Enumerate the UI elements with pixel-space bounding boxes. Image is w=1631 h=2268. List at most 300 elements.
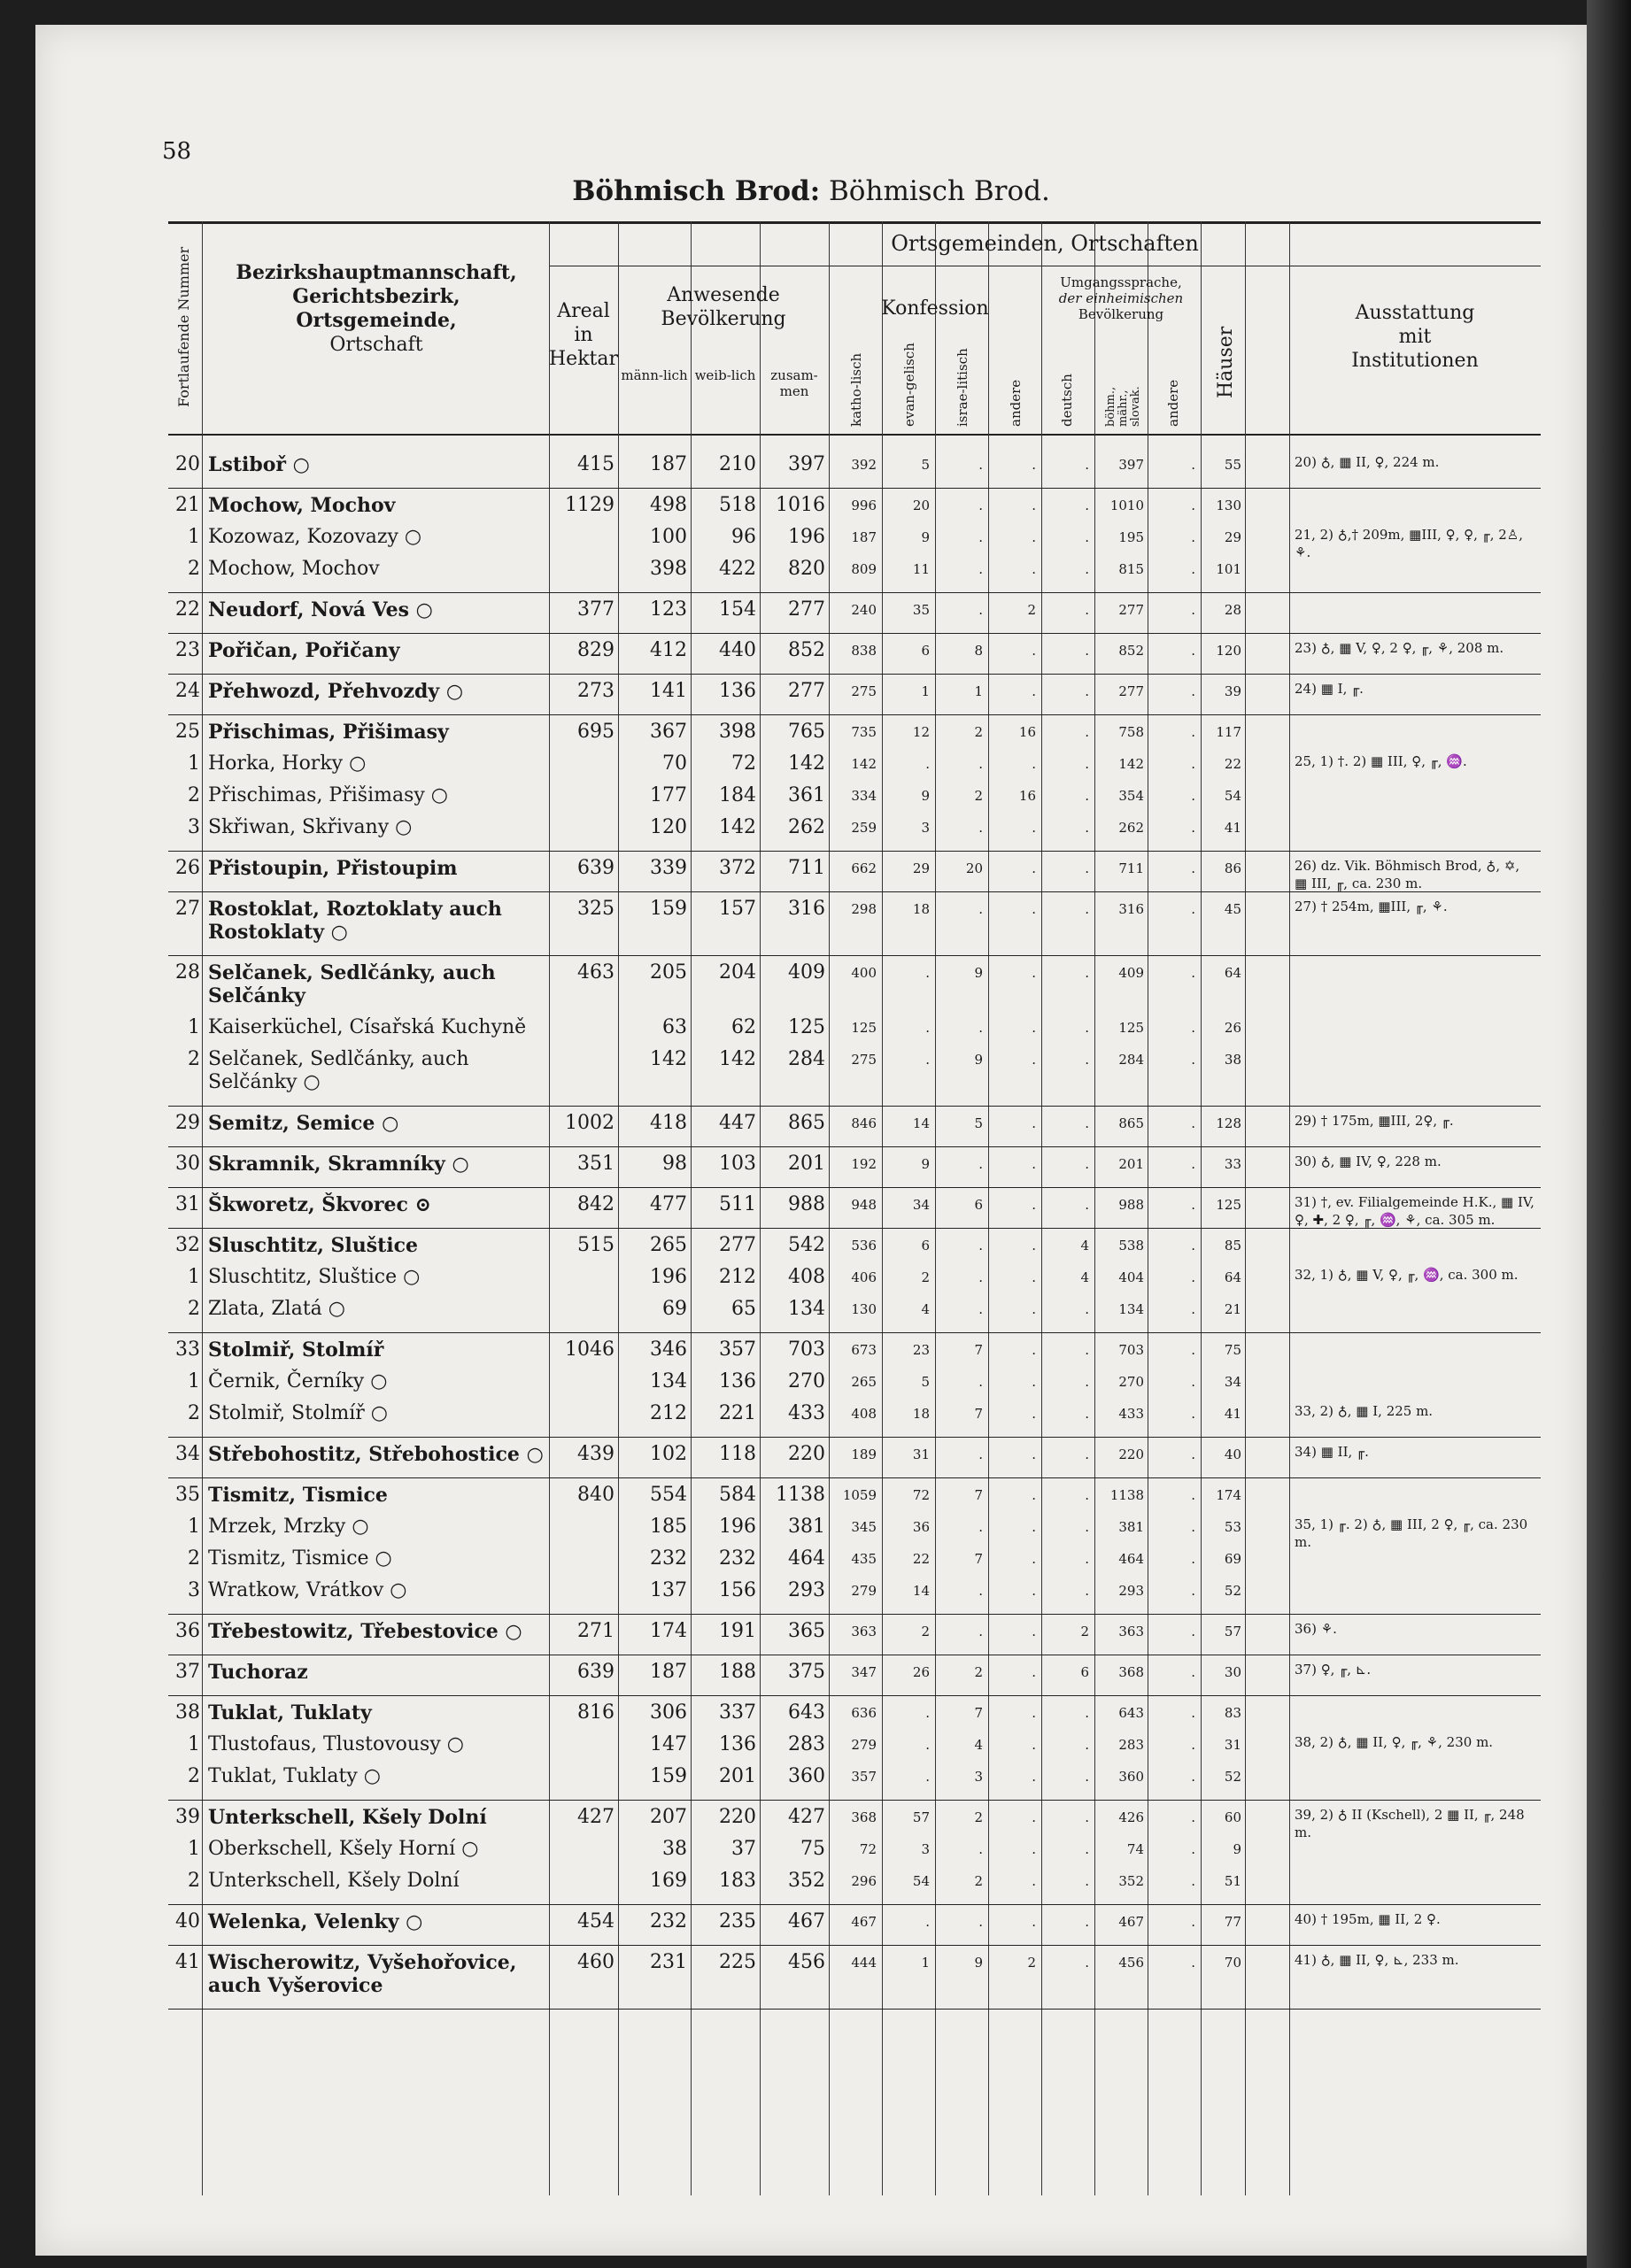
cell-name: Tuchoraz xyxy=(208,1661,308,1684)
cell-no: 37 xyxy=(175,1661,200,1683)
cell-boh: 220 xyxy=(1118,1446,1144,1462)
cell-w: 136 xyxy=(719,1733,756,1755)
cell-kat: 809 xyxy=(851,561,877,577)
cell-name: Tuklat, Tuklaty ○ xyxy=(208,1765,381,1787)
cell-institutions: 27) † 254m, ▦III, ╓, ⚘. xyxy=(1295,899,1448,914)
header-areal xyxy=(549,299,618,371)
cell-name: Mochow, Mochov xyxy=(208,494,396,517)
cell-hs: 52 xyxy=(1224,1583,1241,1599)
cell-and2: . xyxy=(1191,561,1195,577)
cell-and2: . xyxy=(1191,1406,1195,1422)
cell-m: 147 xyxy=(650,1733,687,1755)
header-bottom-rule xyxy=(168,434,1541,436)
cell-deu: . xyxy=(1085,529,1089,545)
page-title xyxy=(35,175,1587,207)
cell-deu: . xyxy=(1085,1873,1089,1889)
cell-and: . xyxy=(1032,1301,1036,1317)
cell-eva: . xyxy=(925,1737,930,1753)
cell-and2: . xyxy=(1191,498,1195,513)
cell-w: 357 xyxy=(719,1338,756,1361)
cell-deu: . xyxy=(1085,1769,1089,1785)
cell-w: 142 xyxy=(719,816,756,838)
cell-eva: 22 xyxy=(912,1551,930,1567)
cell-kat: 735 xyxy=(851,724,877,740)
cell-deu: . xyxy=(1085,683,1089,699)
cell-eva: . xyxy=(925,1052,930,1068)
cell-no: 31 xyxy=(175,1193,200,1215)
cell-hs: 54 xyxy=(1224,788,1241,804)
cell-isr: . xyxy=(978,561,983,577)
cell-and2: . xyxy=(1191,1737,1195,1753)
cell-eva: . xyxy=(925,1769,930,1785)
cell-eva: 6 xyxy=(921,643,930,659)
cell-z: 988 xyxy=(788,1193,825,1215)
cell-and2: . xyxy=(1191,1238,1195,1254)
cell-w: 157 xyxy=(719,898,756,920)
cell-and: . xyxy=(1032,1519,1036,1535)
table-row xyxy=(168,494,1541,522)
group-separator xyxy=(168,592,1541,593)
cell-name: Tismitz, Tismice xyxy=(208,1484,388,1507)
header-andere2: andere xyxy=(1165,379,1181,427)
cell-hs: 64 xyxy=(1224,1269,1241,1285)
cell-isr: 6 xyxy=(974,1197,983,1213)
cell-no: 28 xyxy=(175,961,200,984)
group-separator xyxy=(168,714,1541,715)
title-rest: Böhmisch Brod. xyxy=(829,175,1050,207)
cell-eva: 1 xyxy=(921,683,930,699)
cell-deu: . xyxy=(1085,1052,1089,1068)
cell-name: Selčanek, Sedlčánky, auch Selčánky xyxy=(208,961,496,1007)
cell-and: . xyxy=(1032,561,1036,577)
group-separator xyxy=(168,2009,1541,2010)
cell-w: 210 xyxy=(719,453,756,475)
cell-eva: 5 xyxy=(921,1374,930,1390)
header-name-line: Ortschaft xyxy=(329,334,423,356)
cell-kat: 996 xyxy=(851,498,877,513)
header-isr: israe-litisch xyxy=(955,348,970,427)
cell-boh: 354 xyxy=(1118,788,1144,804)
cell-boh: 815 xyxy=(1118,561,1144,577)
cell-eva: 14 xyxy=(912,1583,930,1599)
cell-m: 70 xyxy=(662,752,687,775)
cell-eva: 6 xyxy=(921,1238,930,1254)
cell-isr: 8 xyxy=(974,643,983,659)
group-separator xyxy=(168,1187,1541,1188)
cell-isr: 7 xyxy=(974,1406,983,1422)
cell-deu: . xyxy=(1085,1809,1089,1825)
cell-and2: . xyxy=(1191,1156,1195,1172)
cell-areal: 842 xyxy=(577,1193,615,1215)
cell-name: Unterkschell, Kšely Dolní xyxy=(208,1806,487,1829)
cell-isr: 2 xyxy=(974,1664,983,1680)
cell-name: Wratkow, Vrátkov ○ xyxy=(208,1579,407,1601)
cell-z: 284 xyxy=(788,1048,825,1070)
cell-boh: 409 xyxy=(1118,965,1144,981)
cell-kat: 400 xyxy=(851,965,877,981)
cell-m: 159 xyxy=(650,1765,687,1787)
cell-boh: 201 xyxy=(1118,1156,1144,1172)
cell-no: 1 xyxy=(188,1370,200,1392)
cell-m: 169 xyxy=(650,1870,687,1892)
cell-w: 277 xyxy=(719,1234,756,1256)
cell-isr: . xyxy=(978,1583,983,1599)
cell-eva: 18 xyxy=(912,901,930,917)
cell-m: 346 xyxy=(650,1338,687,1361)
cell-m: 412 xyxy=(650,639,687,661)
cell-hs: 60 xyxy=(1224,1809,1241,1825)
header-sprache-line: Umgangssprache, xyxy=(1060,274,1182,290)
cell-and2: . xyxy=(1191,1446,1195,1462)
cell-z: 542 xyxy=(788,1234,825,1256)
cell-boh: 852 xyxy=(1118,643,1144,659)
cell-no: 27 xyxy=(175,898,200,920)
cell-areal: 695 xyxy=(577,721,615,743)
cell-eva: 23 xyxy=(912,1342,930,1358)
cell-z: 765 xyxy=(788,721,825,743)
cell-isr: 9 xyxy=(974,1955,983,1971)
cell-and2: . xyxy=(1191,965,1195,981)
table-row xyxy=(168,639,1541,667)
cell-and2: . xyxy=(1191,901,1195,917)
cell-m: 187 xyxy=(650,1661,687,1683)
table-row xyxy=(168,1484,1541,1512)
table-row xyxy=(168,721,1541,749)
table-row xyxy=(168,1951,1541,2002)
cell-no: 2 xyxy=(188,1048,200,1070)
cell-eva: 14 xyxy=(912,1115,930,1131)
cell-w: 142 xyxy=(719,1048,756,1070)
cell-hs: 41 xyxy=(1224,1406,1241,1422)
cell-deu: . xyxy=(1085,1406,1089,1422)
cell-name: Přischimas, Přišimasy xyxy=(208,721,449,744)
cell-no: 1 xyxy=(188,752,200,775)
cell-eva: 34 xyxy=(912,1197,930,1213)
table-row xyxy=(168,526,1541,560)
cell-boh: 433 xyxy=(1118,1406,1144,1422)
cell-deu: 4 xyxy=(1080,1269,1089,1285)
cell-w: 220 xyxy=(719,1806,756,1828)
cell-institutions: 33, 2) ♁, ▦ I, 225 m. xyxy=(1295,1403,1434,1419)
cell-w: 188 xyxy=(719,1661,756,1683)
cell-w: 422 xyxy=(719,558,756,580)
cell-hs: 70 xyxy=(1224,1955,1241,1971)
cell-m: 339 xyxy=(650,857,687,879)
cell-z: 865 xyxy=(788,1112,825,1134)
cell-and2: . xyxy=(1191,1301,1195,1317)
cell-and: . xyxy=(1032,1809,1036,1825)
table-row xyxy=(168,1661,1541,1689)
cell-institutions: 36) ⚘. xyxy=(1295,1621,1337,1637)
cell-isr: . xyxy=(978,457,983,473)
cell-areal: 1129 xyxy=(565,494,615,516)
cell-z: 142 xyxy=(788,752,825,775)
group-separator xyxy=(168,955,1541,956)
cell-areal: 840 xyxy=(577,1484,615,1506)
cell-deu: . xyxy=(1085,1197,1089,1213)
cell-kat: 444 xyxy=(851,1955,877,1971)
cell-and2: . xyxy=(1191,1052,1195,1068)
cell-deu: . xyxy=(1085,788,1089,804)
cell-and: 16 xyxy=(1018,788,1036,804)
cell-kat: 265 xyxy=(851,1374,877,1390)
cell-name: Pořičan, Pořičany xyxy=(208,639,400,662)
statistics-table xyxy=(168,221,1541,2195)
header-eva: evan-gelisch xyxy=(901,343,917,427)
group-separator xyxy=(168,1477,1541,1478)
cell-and2: . xyxy=(1191,1269,1195,1285)
cell-areal: 454 xyxy=(577,1910,615,1932)
table-row xyxy=(168,1806,1541,1840)
cell-and: . xyxy=(1032,1446,1036,1462)
cell-kat: 275 xyxy=(851,683,877,699)
cell-deu: . xyxy=(1085,965,1089,981)
cell-eva: 12 xyxy=(912,724,930,740)
group-separator xyxy=(168,1800,1541,1801)
cell-no: 38 xyxy=(175,1701,200,1724)
cell-m: 306 xyxy=(650,1701,687,1724)
cell-name: Mochow, Mochov xyxy=(208,558,380,580)
cell-institutions: 39, 2) ♁ II (Kschell), 2 ▦ II, ╓, 248 m. xyxy=(1295,1807,1525,1840)
cell-isr: 7 xyxy=(974,1705,983,1721)
cell-and2: . xyxy=(1191,1841,1195,1857)
header-kat: katho-lisch xyxy=(848,352,864,427)
cell-areal: 1046 xyxy=(565,1338,615,1361)
cell-no: 23 xyxy=(175,639,200,661)
cell-m: 196 xyxy=(650,1266,687,1288)
cell-z: 365 xyxy=(788,1620,825,1642)
cell-z: 456 xyxy=(788,1951,825,1973)
group-separator xyxy=(168,1437,1541,1438)
cell-name: Kozowaz, Kozovazy ○ xyxy=(208,526,422,548)
cell-boh: 1138 xyxy=(1109,1487,1144,1503)
cell-w: 62 xyxy=(731,1016,756,1038)
cell-institutions: 26) dz. Vik. Böhmisch Brod, ♁, ✡, ▦ III, ╓, ca. 230 m. xyxy=(1295,858,1520,891)
cell-z: 196 xyxy=(788,526,825,548)
cell-and2: . xyxy=(1191,1809,1195,1825)
cell-hs: 117 xyxy=(1216,724,1241,740)
table-row xyxy=(168,453,1541,482)
cell-and: . xyxy=(1032,1551,1036,1567)
cell-name: Unterkschell, Kšely Dolní xyxy=(208,1870,460,1892)
cell-institutions: 40) † 195m, ▦ II, 2 ♀. xyxy=(1295,1911,1441,1927)
cell-and2: . xyxy=(1191,1664,1195,1680)
cell-z: 262 xyxy=(788,816,825,838)
cell-name: Kaiserküchel, Císařská Kuchyně xyxy=(208,1016,527,1038)
cell-hs: 38 xyxy=(1224,1052,1241,1068)
cell-hs: 21 xyxy=(1224,1301,1241,1317)
cell-w: 136 xyxy=(719,1370,756,1392)
cell-z: 277 xyxy=(788,680,825,702)
cell-and2: . xyxy=(1191,1705,1195,1721)
cell-deu: 4 xyxy=(1080,1238,1089,1254)
cell-isr: . xyxy=(978,1269,983,1285)
cell-w: 518 xyxy=(719,494,756,516)
cell-z: 464 xyxy=(788,1547,825,1570)
table-row xyxy=(168,598,1541,627)
cell-hs: 45 xyxy=(1224,901,1241,917)
cell-institutions: 25, 1) †. 2) ▦ III, ♀, ╓, ♒. xyxy=(1295,753,1467,769)
cell-no: 1 xyxy=(188,1838,200,1860)
cell-deu: 2 xyxy=(1080,1624,1089,1639)
cell-isr: 9 xyxy=(974,1052,983,1068)
cell-eva: 35 xyxy=(912,602,930,618)
cell-and2: . xyxy=(1191,860,1195,876)
cell-isr: 2 xyxy=(974,788,983,804)
cell-kat: 435 xyxy=(851,1551,877,1567)
cell-kat: 345 xyxy=(851,1519,877,1535)
cell-kat: 259 xyxy=(851,820,877,836)
cell-areal: 351 xyxy=(577,1153,615,1175)
cell-and2: . xyxy=(1191,788,1195,804)
cell-kat: 298 xyxy=(851,901,877,917)
cell-w: 337 xyxy=(719,1701,756,1724)
header-population xyxy=(618,283,829,331)
table-row xyxy=(168,816,1541,845)
cell-institutions: 34) ▦ II, ╓. xyxy=(1295,1444,1369,1460)
cell-no: 36 xyxy=(175,1620,200,1642)
cell-kat: 408 xyxy=(851,1406,877,1422)
cell-kat: 363 xyxy=(851,1624,877,1639)
cell-no: 40 xyxy=(175,1910,200,1932)
cell-deu: . xyxy=(1085,1156,1089,1172)
cell-deu: . xyxy=(1085,1955,1089,1971)
cell-deu: . xyxy=(1085,820,1089,836)
cell-and: . xyxy=(1032,1115,1036,1131)
cell-name: Třebestowitz, Třebestovice ○ xyxy=(208,1620,522,1643)
cell-isr: . xyxy=(978,498,983,513)
cell-w: 65 xyxy=(731,1298,756,1320)
cell-kat: 142 xyxy=(851,756,877,772)
cell-name: Sluschtitz, Sluštice ○ xyxy=(208,1266,421,1288)
cell-boh: 758 xyxy=(1118,724,1144,740)
cell-kat: 187 xyxy=(851,529,877,545)
cell-boh: 703 xyxy=(1118,1342,1144,1358)
cell-isr: 20 xyxy=(965,860,983,876)
cell-isr: . xyxy=(978,1020,983,1036)
cell-and2: . xyxy=(1191,1873,1195,1889)
cell-no: 22 xyxy=(175,598,200,621)
cell-and: . xyxy=(1032,643,1036,659)
cell-and2: . xyxy=(1191,1115,1195,1131)
cell-name: Tuklat, Tuklaty xyxy=(208,1701,372,1724)
cell-institutions: 30) ♁, ▦ IV, ♀, 228 m. xyxy=(1295,1153,1442,1169)
cell-isr: . xyxy=(978,529,983,545)
cell-z: 375 xyxy=(788,1661,825,1683)
cell-name: Tlustofaus, Tlustovousy ○ xyxy=(208,1733,464,1755)
group-separator xyxy=(168,1695,1541,1696)
cell-deu: . xyxy=(1085,1342,1089,1358)
group-separator xyxy=(168,633,1541,634)
cell-w: 96 xyxy=(731,526,756,548)
cell-and2: . xyxy=(1191,724,1195,740)
cell-m: 477 xyxy=(650,1193,687,1215)
cell-and: 2 xyxy=(1027,602,1036,618)
book-spine xyxy=(1587,0,1631,2268)
cell-and2: . xyxy=(1191,1374,1195,1390)
cell-kat: 406 xyxy=(851,1269,877,1285)
cell-isr: . xyxy=(978,1374,983,1390)
cell-and: . xyxy=(1032,1342,1036,1358)
cell-boh: 360 xyxy=(1118,1769,1144,1785)
cell-areal: 377 xyxy=(577,598,615,621)
cell-eva: 26 xyxy=(912,1664,930,1680)
cell-isr: . xyxy=(978,756,983,772)
cell-m: 120 xyxy=(650,816,687,838)
cell-name: Škworetz, Škvorec ⊙ xyxy=(208,1193,431,1216)
cell-no: 35 xyxy=(175,1484,200,1506)
cell-and2: . xyxy=(1191,683,1195,699)
cell-and: . xyxy=(1032,860,1036,876)
cell-kat: 536 xyxy=(851,1238,877,1254)
cell-hs: 55 xyxy=(1224,457,1241,473)
cell-boh: 142 xyxy=(1118,756,1144,772)
cell-m: 367 xyxy=(650,721,687,743)
cell-m: 137 xyxy=(650,1579,687,1601)
cell-z: 316 xyxy=(788,898,825,920)
cell-hs: 9 xyxy=(1233,1841,1241,1857)
cell-kat: 1059 xyxy=(842,1487,877,1503)
cell-no: 2 xyxy=(188,1547,200,1570)
cell-no: 39 xyxy=(175,1806,200,1828)
cell-hs: 128 xyxy=(1216,1115,1241,1131)
cell-areal: 273 xyxy=(577,680,615,702)
cell-boh: 195 xyxy=(1118,529,1144,545)
table-row xyxy=(168,1765,1541,1794)
cell-w: 184 xyxy=(719,784,756,806)
cell-z: 433 xyxy=(788,1402,825,1424)
cell-boh: 404 xyxy=(1118,1269,1144,1285)
cell-isr: 2 xyxy=(974,1809,983,1825)
table-row xyxy=(168,1338,1541,1367)
cell-m: 98 xyxy=(662,1153,687,1175)
table-row xyxy=(168,1910,1541,1939)
header-female: weib-lich xyxy=(694,367,756,383)
cell-and: . xyxy=(1032,457,1036,473)
cell-institutions: 24) ▦ I, ╓. xyxy=(1295,681,1364,697)
cell-and2: . xyxy=(1191,1197,1195,1213)
header-houses: Häuser xyxy=(1215,326,1237,398)
cell-isr: 7 xyxy=(974,1342,983,1358)
table-row xyxy=(168,1870,1541,1898)
cell-no: 33 xyxy=(175,1338,200,1361)
cell-isr: . xyxy=(978,1301,983,1317)
cell-w: 196 xyxy=(719,1516,756,1538)
cell-boh: 284 xyxy=(1118,1052,1144,1068)
header-deutsch: deutsch xyxy=(1059,374,1075,427)
cell-and: . xyxy=(1032,1487,1036,1503)
cell-kat: 192 xyxy=(851,1156,877,1172)
cell-deu: . xyxy=(1085,860,1089,876)
cell-w: 584 xyxy=(719,1484,756,1506)
table-row xyxy=(168,752,1541,781)
cell-w: 225 xyxy=(719,1951,756,1973)
cell-areal: 463 xyxy=(577,961,615,984)
cell-isr: 2 xyxy=(974,1873,983,1889)
table-row xyxy=(168,1016,1541,1045)
cell-w: 511 xyxy=(719,1193,756,1215)
header-aus-line: Institutionen xyxy=(1351,350,1479,372)
header-male: männ-lich xyxy=(621,367,688,383)
cell-kat: 334 xyxy=(851,788,877,804)
cell-isr: . xyxy=(978,1446,983,1462)
cell-kat: 392 xyxy=(851,457,877,473)
page xyxy=(35,25,1587,2256)
cell-no: 1 xyxy=(188,526,200,548)
table-row xyxy=(168,1112,1541,1140)
cell-m: 185 xyxy=(650,1516,687,1538)
cell-no: 41 xyxy=(175,1951,200,1973)
